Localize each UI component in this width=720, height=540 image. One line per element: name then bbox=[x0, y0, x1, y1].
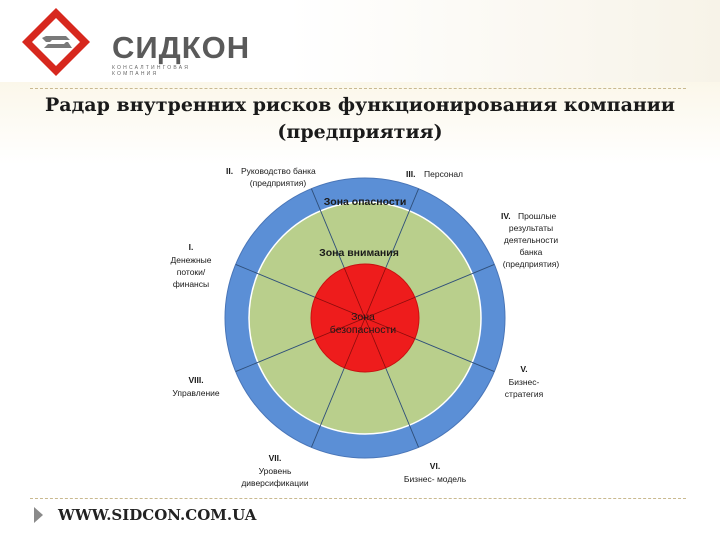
bottom-divider bbox=[30, 498, 686, 499]
company-logo[interactable] bbox=[20, 6, 251, 77]
website-link[interactable]: WWW.SIDCON.COM.UA bbox=[58, 506, 257, 524]
sector-8-line1: Управление bbox=[172, 388, 220, 398]
sector-6-numeral: VI. bbox=[429, 461, 441, 471]
logo-mark-icon bbox=[20, 6, 110, 76]
sector-5-line1: Бизнес- bbox=[508, 377, 540, 387]
footer-arrow-icon bbox=[34, 507, 43, 523]
sector-4-line5: (предприятия) bbox=[502, 259, 560, 269]
sector-6-line1: Бизнес- модель bbox=[403, 474, 467, 484]
sector-4-line4: банка bbox=[519, 247, 543, 257]
attention-zone-label: Зона внимания bbox=[319, 247, 399, 259]
sector-1-line2: потоки/ bbox=[176, 267, 206, 277]
brand-name: СИДКОН bbox=[112, 30, 251, 65]
sector-5-numeral: V. bbox=[520, 364, 528, 374]
sector-3-line1: Персонал bbox=[424, 169, 464, 179]
sector-4-line2: результаты bbox=[508, 223, 554, 233]
sector-4-numeral: IV. bbox=[501, 211, 511, 221]
sector-7-numeral: VII. bbox=[268, 453, 282, 463]
safety-zone-label-line1: Зона bbox=[351, 311, 375, 323]
danger-zone-label: Зона опасности bbox=[323, 196, 407, 208]
sector-2-line1: Руководство банка bbox=[241, 166, 316, 176]
risk-radar-diagram bbox=[150, 160, 580, 495]
sector-4-line1: Прошлые bbox=[518, 211, 557, 221]
brand-tagline: КОНСАЛТИНГОВАЯ КОМПАНИЯ bbox=[112, 65, 191, 77]
sector-2-numeral: II. bbox=[226, 166, 234, 176]
sector-3-numeral: III. bbox=[406, 169, 416, 179]
top-divider bbox=[30, 88, 686, 89]
sector-7-line2: диверсификации bbox=[241, 478, 309, 488]
sector-8-numeral: VIII. bbox=[188, 375, 204, 385]
safety-zone-label-line2: безопасности bbox=[329, 324, 397, 336]
sector-1-line1: Денежные bbox=[170, 255, 212, 265]
sector-1-numeral: I. bbox=[188, 242, 194, 252]
sector-1-line3: финансы bbox=[172, 279, 210, 289]
sector-5-line2: стратегия bbox=[504, 389, 544, 399]
sector-2-line2: (предприятия) bbox=[249, 178, 307, 188]
sector-7-line1: Уровень bbox=[258, 466, 292, 476]
page-title: Радар внутренних рисков функционирования компании (предприятия) bbox=[45, 94, 675, 143]
sector-4-line3: деятельности bbox=[503, 235, 559, 245]
